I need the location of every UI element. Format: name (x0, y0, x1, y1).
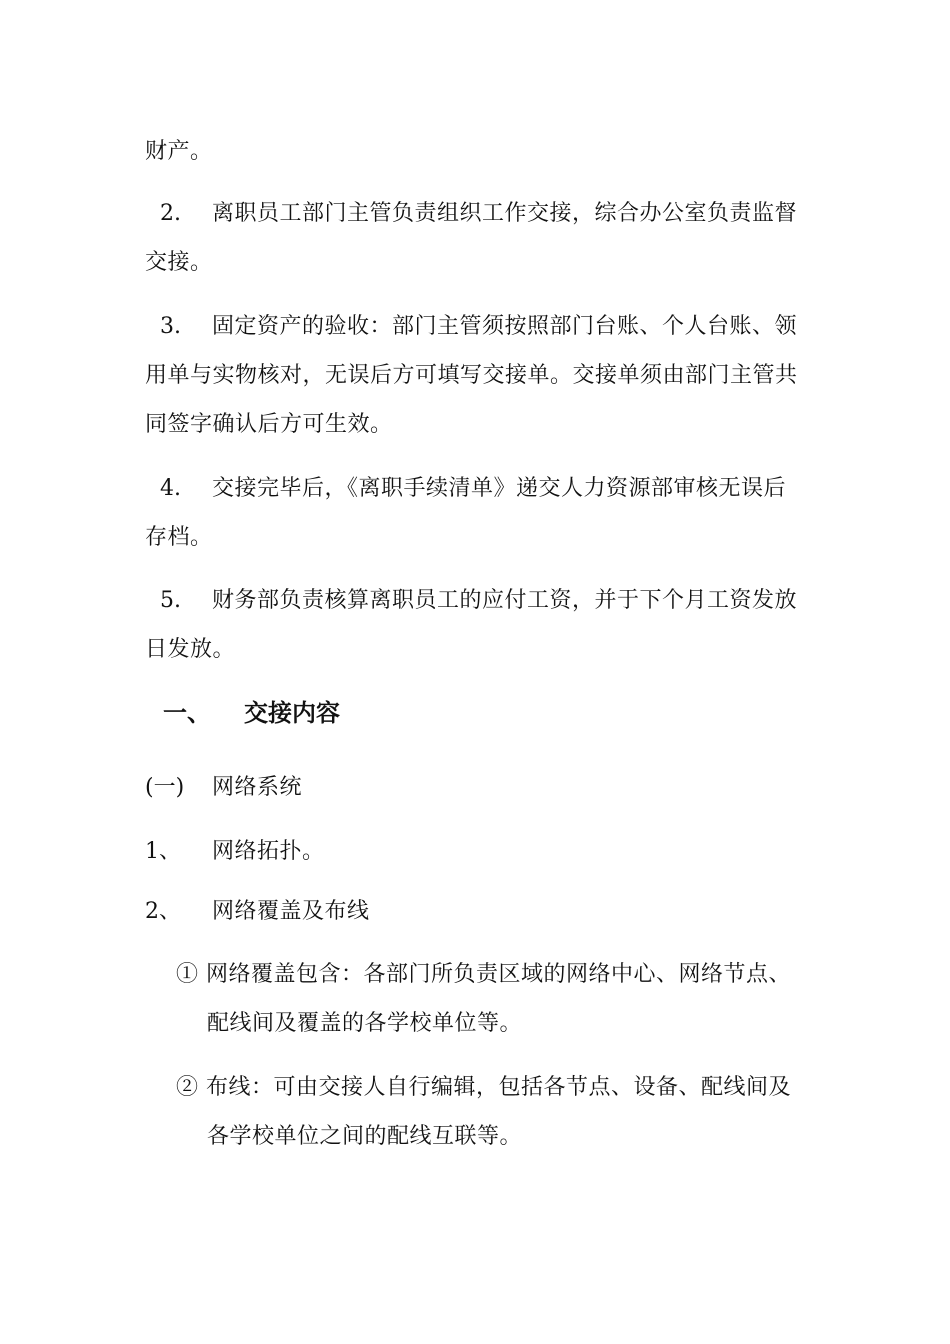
section-number: 一、 (163, 699, 211, 727)
circled-item-1-line-2: 配线间及覆盖的各学校单位等。 (207, 1011, 523, 1036)
circled-item-2-line-2: 各学校单位之间的配线互联等。 (207, 1124, 523, 1149)
item-4-line-2: 存档。 (145, 525, 213, 550)
item-2-line-2: 交接。 (145, 250, 213, 275)
item-2-number: 2. (160, 201, 181, 226)
item-5-number: 5. (160, 588, 181, 613)
list-item-2-number: 2、 (145, 899, 181, 924)
item-5-line-1: 财务部负责核算离职员工的应付工资，并于下个月工资发放 (212, 588, 798, 613)
paragraph-continuation: 财产。 (145, 139, 213, 164)
list-item-1-text: 网络拓扑。 (212, 839, 325, 864)
item-4-line-1: 交接完毕后，《离职手续清单》递交人力资源部审核无误后 (212, 476, 787, 501)
item-5-line-2: 日发放。 (145, 637, 236, 662)
item-3-line-3: 同签字确认后方可生效。 (145, 412, 393, 437)
section-title: 交接内容 (244, 699, 340, 727)
item-3-line-2: 用单与实物核对，无误后方可填写交接单。交接单须由部门主管共 (145, 363, 798, 388)
item-2-line-1: 离职员工部门主管负责组织工作交接，综合办公室负责监督 (212, 201, 798, 226)
subsection-number: (一) (145, 775, 185, 800)
list-item-2-text: 网络覆盖及布线 (212, 899, 370, 924)
circled-item-2-line-1: ② 布线：可由交接人自行编辑，包括各节点、设备、配线间及 (176, 1075, 791, 1100)
item-3-line-1: 固定资产的验收：部门主管须按照部门台账、个人台账、领 (212, 314, 798, 339)
circled-item-1-line-1: ① 网络覆盖包含：各部门所负责区域的网络中心、网络节点、 (176, 962, 791, 987)
item-3-number: 3. (160, 314, 181, 339)
list-item-1-number: 1、 (145, 839, 181, 864)
item-4-number: 4. (160, 476, 181, 501)
subsection-title: 网络系统 (212, 775, 303, 800)
